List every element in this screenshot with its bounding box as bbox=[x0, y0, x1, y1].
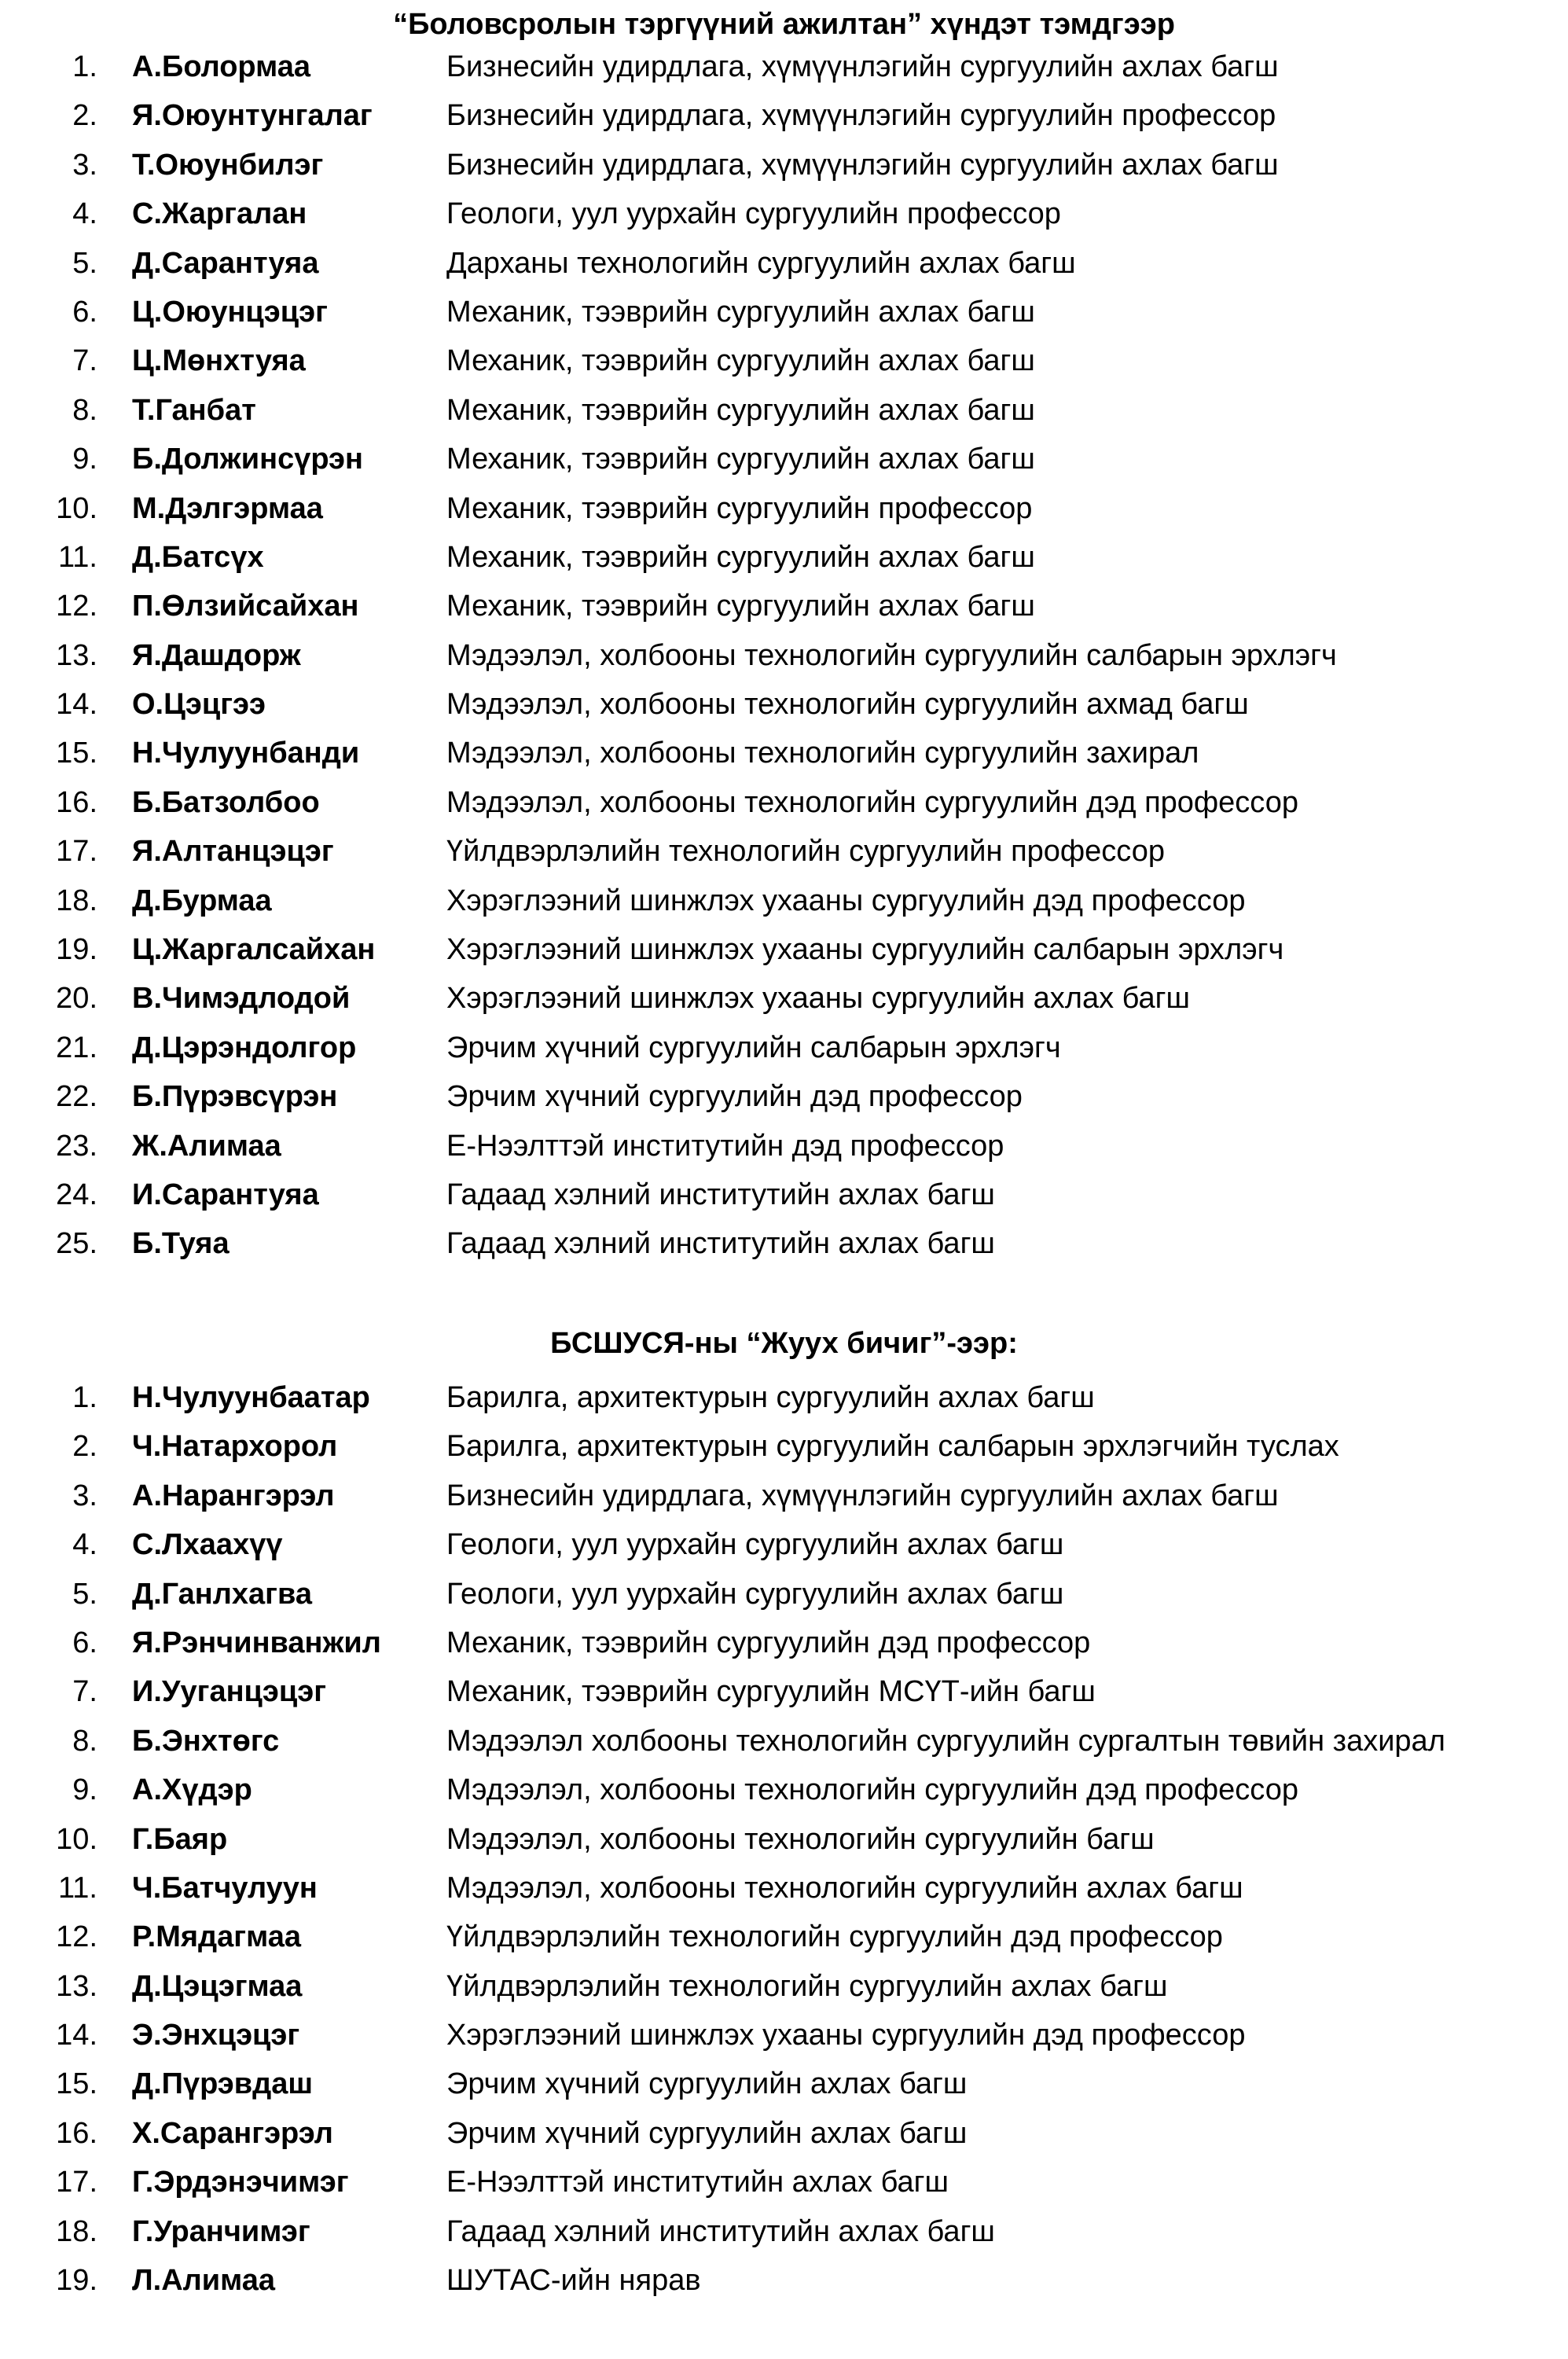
person-position: Геологи, уул уурхайн сургуулийн профессор bbox=[446, 197, 1061, 231]
person-name: Б.Энхтөгс bbox=[132, 1724, 280, 1758]
item-number: 25. bbox=[56, 1227, 97, 1261]
item-number: 10. bbox=[56, 491, 97, 525]
item-number: 6. bbox=[72, 295, 97, 329]
person-name: Ц.Жаргалсайхан bbox=[132, 933, 376, 967]
person-position: Барилга, архитектурын сургуулийн салбарын эрхлэгчийн туслах bbox=[446, 1430, 1339, 1464]
item-number: 11. bbox=[57, 1871, 97, 1905]
person-name: Б.Пүрэвсүрэн bbox=[132, 1080, 338, 1114]
list-item bbox=[0, 1373, 1568, 1422]
person-name: Д.Пүрэвдаш bbox=[132, 2067, 314, 2101]
person-position: Мэдээлэл, холбооны технологийн сургуулийн ахмад багш bbox=[446, 688, 1249, 722]
item-number: 1. bbox=[72, 50, 97, 83]
person-name: Г.Эрдэнэчимэг bbox=[132, 2166, 349, 2199]
person-name: Д.Цэцэгмаа bbox=[132, 1969, 303, 2003]
person-position: ШУТАС-ийн нярав bbox=[446, 2264, 701, 2298]
list-item bbox=[0, 1667, 1568, 1716]
person-name: И.Сарантуяа bbox=[132, 1178, 319, 1211]
list-item bbox=[0, 2060, 1568, 2108]
person-position: Механик, тээврийн сургуулийн ахлах багш bbox=[446, 443, 1035, 476]
item-number: 3. bbox=[72, 148, 97, 182]
person-name: П.Өлзийсайхан bbox=[132, 590, 359, 623]
list-item bbox=[0, 1122, 1568, 1170]
item-number: 9. bbox=[72, 443, 97, 476]
person-name: А.Хүдэр bbox=[132, 1773, 252, 1807]
list-item bbox=[0, 1422, 1568, 1471]
person-name: О.Цэцгээ bbox=[132, 688, 266, 722]
person-name: Ц.Оюунцэцэг bbox=[132, 295, 328, 329]
person-name: Т.Оюунбилэг bbox=[132, 148, 324, 182]
person-position: Үйлдвэрлэлийн технологийн сургуулийн профессор bbox=[446, 835, 1166, 869]
list-item bbox=[0, 582, 1568, 630]
list-item bbox=[0, 1072, 1568, 1121]
person-name: Р.Мядагмаа bbox=[132, 1920, 301, 1954]
list-item bbox=[0, 91, 1568, 140]
item-number: 3. bbox=[72, 1479, 97, 1512]
item-number: 22. bbox=[56, 1080, 97, 1114]
list-item bbox=[0, 1717, 1568, 1766]
person-position: Мэдээлэл холбооны технологийн сургуулийн сургалтын төвийн захирал bbox=[446, 1724, 1445, 1758]
item-number: 19. bbox=[56, 933, 97, 967]
item-number: 8. bbox=[72, 1724, 97, 1758]
person-name: Д.Батсүх bbox=[132, 540, 264, 574]
person-position: Хэрэглээний шинжлэх ухааны сургуулийн салбарын эрхлэгч bbox=[446, 933, 1284, 967]
list-item bbox=[0, 2011, 1568, 2060]
person-name: Л.Алимаа bbox=[132, 2264, 276, 2298]
person-name: Я.Рэнчинванжил bbox=[132, 1626, 381, 1659]
person-name: Б.Туяа bbox=[132, 1227, 230, 1261]
person-name: Д.Сарантуяа bbox=[132, 246, 319, 280]
list-item bbox=[0, 778, 1568, 827]
section-1-heading: “Боловсролын тэргүүний ажилтан” хүндэт тэмдгээр bbox=[393, 8, 1175, 41]
person-name: Э.Энхцэцэг bbox=[132, 2019, 300, 2052]
person-name: Д.Ганлхагва bbox=[132, 1577, 312, 1611]
list-item bbox=[0, 1864, 1568, 1913]
list-item bbox=[0, 1520, 1568, 1569]
person-position: Эрчим хүчний сургуулийн салбарын эрхлэгч bbox=[446, 1031, 1061, 1064]
list-item bbox=[0, 631, 1568, 680]
person-position: Е-Нээлттэй институтийн ахлах багш bbox=[446, 2166, 949, 2199]
person-position: Эрчим хүчний сургуулийн ахлах багш bbox=[446, 2116, 968, 2150]
person-name: Д.Цэрэндолгор bbox=[132, 1031, 357, 1064]
person-position: Механик, тээврийн сургуулийн ахлах багш bbox=[446, 344, 1035, 378]
item-number: 14. bbox=[56, 688, 97, 722]
item-number: 15. bbox=[56, 737, 97, 770]
person-name: Ц.Мөнхтуяа bbox=[132, 344, 306, 378]
list-item bbox=[0, 386, 1568, 435]
list-item bbox=[0, 42, 1568, 91]
item-number: 13. bbox=[56, 1969, 97, 2003]
person-name: Б.Должинсүрэн bbox=[132, 443, 363, 476]
person-position: Механик, тээврийн сургуулийн профессор bbox=[446, 491, 1033, 525]
person-position: Гадаад хэлний институтийн ахлах багш bbox=[446, 1227, 995, 1261]
person-name: Г.Баяр bbox=[132, 1822, 228, 1856]
item-number: 4. bbox=[72, 1528, 97, 1562]
person-name: Я.Дашдорж bbox=[132, 638, 301, 672]
list-item bbox=[0, 239, 1568, 288]
person-position: Механик, тээврийн сургуулийн ахлах багш bbox=[446, 590, 1035, 623]
person-name: Н.Чулуунбанди bbox=[132, 737, 360, 770]
item-number: 8. bbox=[72, 393, 97, 427]
person-name: С.Лхаахүү bbox=[132, 1528, 283, 1562]
person-position: Механик, тээврийн сургуулийн дэд профессор bbox=[446, 1626, 1091, 1659]
person-name: Н.Чулуунбаатар bbox=[132, 1381, 370, 1414]
person-position: Мэдээлэл, холбооны технологийн сургуулийн дэд профессор bbox=[446, 785, 1299, 819]
item-number: 23. bbox=[56, 1129, 97, 1163]
item-number: 11. bbox=[57, 540, 97, 574]
item-number: 5. bbox=[72, 246, 97, 280]
item-number: 16. bbox=[56, 785, 97, 819]
person-position: Дарханы технологийн сургуулийн ахлах багш bbox=[446, 246, 1076, 280]
item-number: 7. bbox=[72, 344, 97, 378]
list-item bbox=[0, 189, 1568, 238]
list-item bbox=[0, 141, 1568, 189]
item-number: 1. bbox=[72, 1381, 97, 1414]
list-item bbox=[0, 876, 1568, 925]
item-number: 12. bbox=[56, 590, 97, 623]
person-position: Мэдээлэл, холбооны технологийн сургуулийн дэд профессор bbox=[446, 1773, 1299, 1807]
list-item bbox=[0, 2207, 1568, 2256]
person-name: Ж.Алимаа bbox=[132, 1129, 281, 1163]
item-number: 13. bbox=[56, 638, 97, 672]
person-position: Геологи, уул уурхайн сургуулийн ахлах багш bbox=[446, 1577, 1064, 1611]
item-number: 19. bbox=[56, 2264, 97, 2298]
person-position: Бизнесийн удирдлага, хүмүүнлэгийн сургуулийн профессор bbox=[446, 99, 1276, 133]
person-name: В.Чимэдлодой bbox=[132, 982, 351, 1016]
item-number: 4. bbox=[72, 197, 97, 231]
list-item bbox=[0, 533, 1568, 582]
person-position: Үйлдвэрлэлийн технологийн сургуулийн ахлах багш bbox=[446, 1969, 1168, 2003]
item-number: 15. bbox=[56, 2067, 97, 2101]
person-name: Д.Бурмаа bbox=[132, 884, 272, 917]
person-position: Эрчим хүчний сургуулийн дэд профессор bbox=[446, 1080, 1023, 1114]
section-1-list bbox=[0, 42, 1568, 1269]
item-number: 5. bbox=[72, 1577, 97, 1611]
person-position: Мэдээлэл, холбооны технологийн сургуулийн ахлах багш bbox=[446, 1871, 1243, 1905]
list-item bbox=[0, 1913, 1568, 1961]
person-name: Ч.Натархорол bbox=[132, 1430, 338, 1464]
item-number: 18. bbox=[56, 884, 97, 917]
item-number: 2. bbox=[72, 1430, 97, 1464]
list-item bbox=[0, 827, 1568, 876]
person-name: А.Нарангэрэл bbox=[132, 1479, 335, 1512]
list-item bbox=[0, 2158, 1568, 2207]
item-number: 18. bbox=[56, 2214, 97, 2248]
list-item bbox=[0, 1219, 1568, 1268]
person-name: М.Дэлгэрмаа bbox=[132, 491, 323, 525]
list-item bbox=[0, 288, 1568, 336]
person-position: Үйлдвэрлэлийн технологийн сургуулийн дэд профессор bbox=[446, 1920, 1223, 1954]
section-2-heading: БСШУСЯ-ны “Жуух бичиг”-ээр: bbox=[550, 1327, 1018, 1360]
item-number: 7. bbox=[72, 1675, 97, 1709]
item-number: 2. bbox=[72, 99, 97, 133]
person-position: Хэрэглээний шинжлэх ухааны сургуулийн дэд профессор bbox=[446, 2019, 1246, 2052]
person-name: Г.Уранчимэг bbox=[132, 2214, 310, 2248]
list-item bbox=[0, 1023, 1568, 1072]
person-name: Т.Ганбат bbox=[132, 393, 256, 427]
person-position: Механик, тээврийн сургуулийн МСҮТ-ийн багш bbox=[446, 1675, 1096, 1709]
list-item bbox=[0, 2109, 1568, 2158]
item-number: 24. bbox=[56, 1178, 97, 1211]
person-position: Механик, тээврийн сургуулийн ахлах багш bbox=[446, 295, 1035, 329]
person-position: Мэдээлэл, холбооны технологийн сургуулийн захирал bbox=[446, 737, 1199, 770]
list-item bbox=[0, 1962, 1568, 2011]
item-number: 10. bbox=[56, 1822, 97, 1856]
person-position: Эрчим хүчний сургуулийн ахлах багш bbox=[446, 2067, 968, 2101]
person-position: Механик, тээврийн сургуулийн ахлах багш bbox=[446, 540, 1035, 574]
list-item bbox=[0, 1619, 1568, 1667]
person-name: А.Болормаа bbox=[132, 50, 311, 83]
person-position: Хэрэглээний шинжлэх ухааны сургуулийн ахлах багш bbox=[446, 982, 1191, 1016]
list-item bbox=[0, 1570, 1568, 1619]
person-name: И.Ууганцэцэг bbox=[132, 1675, 327, 1709]
item-number: 21. bbox=[56, 1031, 97, 1064]
list-item bbox=[0, 680, 1568, 729]
person-position: Гадаад хэлний институтийн ахлах багш bbox=[446, 1178, 995, 1211]
person-position: Бизнесийн удирдлага, хүмүүнлэгийн сургуулийн ахлах багш bbox=[446, 1479, 1279, 1512]
item-number: 9. bbox=[72, 1773, 97, 1807]
person-position: Механик, тээврийн сургуулийн ахлах багш bbox=[446, 393, 1035, 427]
item-number: 12. bbox=[56, 1920, 97, 1954]
section-2-list bbox=[0, 1373, 1568, 2305]
list-item bbox=[0, 1766, 1568, 1814]
person-position: Е-Нээлттэй институтийн дэд профессор bbox=[446, 1129, 1004, 1163]
person-position: Хэрэглээний шинжлэх ухааны сургуулийн дэд профессор bbox=[446, 884, 1246, 917]
list-item bbox=[0, 974, 1568, 1023]
list-item bbox=[0, 484, 1568, 533]
person-name: Я.Алтанцэцэг bbox=[132, 835, 334, 869]
person-name: Ч.Батчулуун bbox=[132, 1871, 318, 1905]
person-position: Мэдээлэл, холбооны технологийн сургуулийн багш bbox=[446, 1822, 1155, 1856]
item-number: 6. bbox=[72, 1626, 97, 1659]
person-name: Б.Батзолбоо bbox=[132, 785, 320, 819]
item-number: 16. bbox=[56, 2116, 97, 2150]
list-item bbox=[0, 336, 1568, 385]
person-name: Я.Оюунтунгалаг bbox=[132, 99, 373, 133]
list-item bbox=[0, 1815, 1568, 1864]
item-number: 17. bbox=[56, 835, 97, 869]
list-item bbox=[0, 925, 1568, 974]
item-number: 14. bbox=[56, 2019, 97, 2052]
list-item bbox=[0, 1170, 1568, 1219]
list-item bbox=[0, 1472, 1568, 1520]
person-position: Бизнесийн удирдлага, хүмүүнлэгийн сургуулийн ахлах багш bbox=[446, 148, 1279, 182]
person-name: С.Жаргалан bbox=[132, 197, 307, 231]
item-number: 20. bbox=[56, 982, 97, 1016]
list-item bbox=[0, 2256, 1568, 2305]
person-position: Гадаад хэлний институтийн ахлах багш bbox=[446, 2214, 995, 2248]
person-position: Мэдээлэл, холбооны технологийн сургуулийн салбарын эрхлэгч bbox=[446, 638, 1337, 672]
person-position: Геологи, уул уурхайн сургуулийн ахлах багш bbox=[446, 1528, 1064, 1562]
list-item bbox=[0, 435, 1568, 483]
person-position: Барилга, архитектурын сургуулийн ахлах багш bbox=[446, 1381, 1095, 1414]
list-item bbox=[0, 729, 1568, 777]
item-number: 17. bbox=[56, 2166, 97, 2199]
person-name: Х.Сарангэрэл bbox=[132, 2116, 333, 2150]
person-position: Бизнесийн удирдлага, хүмүүнлэгийн сургуулийн ахлах багш bbox=[446, 50, 1279, 83]
